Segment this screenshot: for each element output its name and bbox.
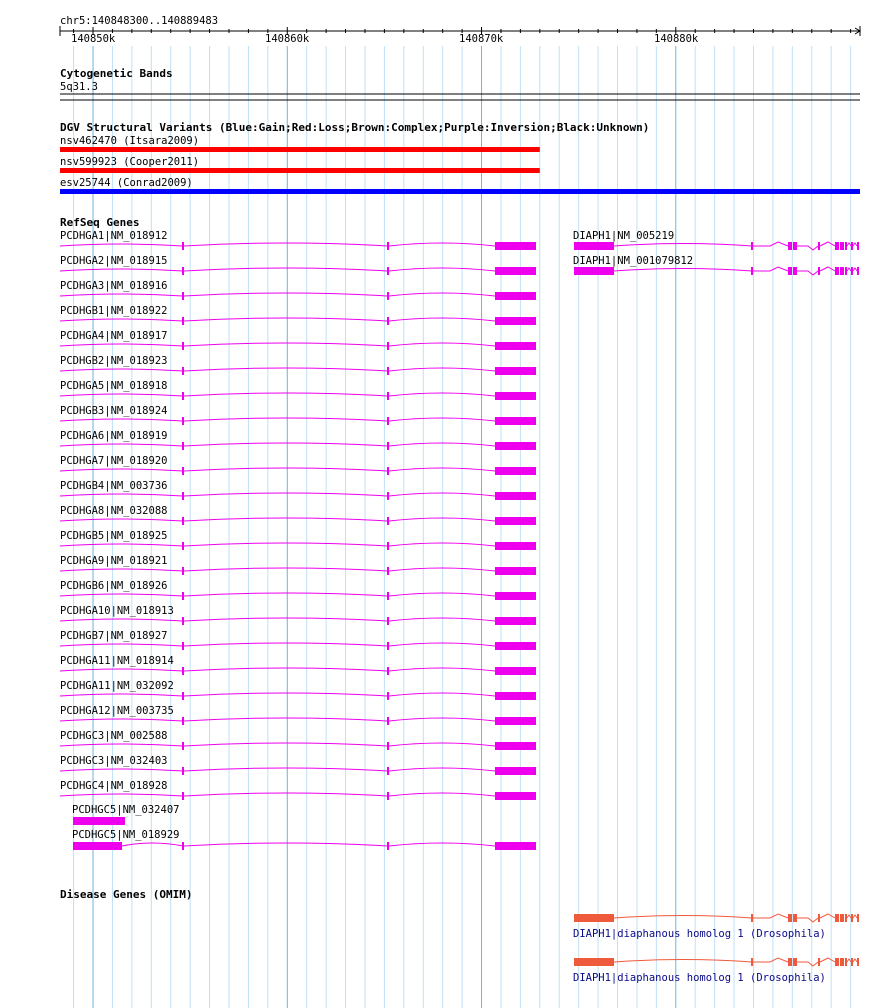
refseq-gene-label[interactable]: PCDHGA2|NM_018915: [60, 255, 168, 267]
exon[interactable]: [182, 317, 184, 325]
intron-line: [820, 242, 835, 246]
intron-line: [184, 618, 388, 621]
exon[interactable]: [387, 392, 389, 400]
intron-line: [389, 543, 495, 546]
intron-line: [820, 958, 835, 962]
refseq-gene-label[interactable]: PCDHGA7|NM_018920: [60, 455, 168, 467]
exon[interactable]: [835, 914, 839, 922]
exon[interactable]: [751, 267, 753, 275]
exon[interactable]: [851, 958, 853, 966]
exon[interactable]: [182, 417, 184, 425]
intron-line: [60, 319, 183, 321]
exon[interactable]: [182, 292, 184, 300]
intron-line: [60, 469, 183, 471]
refseq-gene-label[interactable]: PCDHGA8|NM_032088: [60, 505, 168, 517]
intron-line: [614, 244, 752, 247]
intron-line: [184, 268, 388, 271]
intron-line: [184, 468, 388, 471]
intron-line: [184, 243, 388, 246]
exon[interactable]: [387, 442, 389, 450]
cytoband-label[interactable]: 5q31.3: [60, 81, 98, 93]
exon[interactable]: [851, 242, 853, 250]
exon[interactable]: [387, 592, 389, 600]
refseq-gene-label[interactable]: PCDHGA5|NM_018918: [60, 380, 168, 392]
intron-line: [389, 693, 495, 696]
exon[interactable]: [182, 367, 184, 375]
exon[interactable]: [845, 267, 847, 275]
intron-line: [60, 744, 183, 746]
exon[interactable]: [495, 342, 536, 350]
exon[interactable]: [495, 592, 536, 600]
intron-line: [847, 959, 851, 962]
exon[interactable]: [495, 792, 536, 800]
intron-line: [389, 843, 495, 846]
exon[interactable]: [495, 467, 536, 475]
intron-line: [60, 669, 183, 671]
intron-line: [389, 343, 495, 346]
exon[interactable]: [182, 592, 184, 600]
intron-line: [60, 294, 183, 296]
exon[interactable]: [793, 267, 797, 275]
exon[interactable]: [851, 267, 853, 275]
exon[interactable]: [182, 542, 184, 550]
refseq-gene-label[interactable]: PCDHGA10|NM_018913: [60, 605, 174, 617]
intron-line: [184, 693, 388, 696]
intron-line: [184, 368, 388, 371]
track-title-cytoband: Cytogenetic Bands: [60, 67, 173, 80]
intron-line: [184, 718, 388, 721]
refseq-gene-label[interactable]: PCDHGB3|NM_018924: [60, 405, 168, 417]
intron-line: [389, 418, 495, 421]
refseq-gene-label[interactable]: PCDHGB1|NM_018922: [60, 305, 168, 317]
intron-line: [184, 418, 388, 421]
intron-line: [60, 569, 183, 571]
refseq-gene-label[interactable]: PCDHGC3|NM_002588: [60, 730, 168, 742]
refseq-gene-label[interactable]: PCDHGA3|NM_018916: [60, 280, 168, 292]
intron-line: [847, 915, 851, 918]
dgv-variant-bar[interactable]: [60, 168, 540, 173]
exon[interactable]: [793, 914, 797, 922]
intron-line: [797, 246, 818, 250]
intron-line: [60, 344, 183, 346]
exon[interactable]: [495, 742, 536, 750]
intron-line: [184, 343, 388, 346]
intron-line: [853, 959, 857, 962]
exon[interactable]: [73, 817, 125, 825]
exon[interactable]: [495, 442, 536, 450]
intron-line: [389, 718, 495, 721]
exon[interactable]: [182, 767, 184, 775]
omim-gene-label[interactable]: DIAPH1|diaphanous homolog 1 (Drosophila): [573, 972, 826, 984]
exon[interactable]: [387, 517, 389, 525]
exon[interactable]: [387, 492, 389, 500]
exon[interactable]: [840, 242, 844, 250]
exon[interactable]: [793, 958, 797, 966]
exon[interactable]: [387, 267, 389, 275]
exon[interactable]: [387, 692, 389, 700]
exon[interactable]: [835, 242, 839, 250]
intron-line: [60, 394, 183, 396]
refseq-gene-label[interactable]: PCDHGC5|NM_032407: [72, 804, 180, 816]
intron-line: [753, 914, 788, 918]
exon[interactable]: [182, 267, 184, 275]
intron-line: [614, 916, 752, 919]
exon[interactable]: [840, 914, 844, 922]
exon[interactable]: [387, 642, 389, 650]
exon[interactable]: [857, 267, 859, 275]
intron-line: [389, 468, 495, 471]
exon[interactable]: [182, 717, 184, 725]
exon[interactable]: [495, 367, 536, 375]
intron-line: [184, 493, 388, 496]
region-label: chr5:140848300..140889483: [60, 15, 219, 27]
exon[interactable]: [387, 542, 389, 550]
intron-line: [389, 793, 495, 796]
exon[interactable]: [387, 317, 389, 325]
intron-line: [60, 369, 183, 371]
exon[interactable]: [495, 417, 536, 425]
refseq-gene-label[interactable]: PCDHGB2|NM_018923: [60, 355, 168, 367]
exon[interactable]: [182, 567, 184, 575]
exon[interactable]: [387, 367, 389, 375]
intron-line: [60, 794, 183, 796]
intron-line: [60, 644, 183, 646]
intron-line: [184, 793, 388, 796]
exon[interactable]: [840, 267, 844, 275]
refseq-gene-label[interactable]: PCDHGA6|NM_018919: [60, 430, 168, 442]
exon[interactable]: [495, 642, 536, 650]
intron-line: [184, 593, 388, 596]
refseq-gene-label[interactable]: PCDHGA9|NM_018921: [60, 555, 168, 567]
intron-line: [60, 269, 183, 271]
intron-line: [184, 743, 388, 746]
exon[interactable]: [845, 242, 847, 250]
intron-line: [60, 719, 183, 721]
track-title-omim: Disease Genes (OMIM): [60, 888, 193, 901]
exon[interactable]: [182, 692, 184, 700]
intron-line: [853, 915, 857, 918]
exon[interactable]: [182, 492, 184, 500]
intron-line: [184, 293, 388, 296]
intron-line: [389, 493, 495, 496]
exon[interactable]: [788, 267, 792, 275]
track-title-refseq: RefSeq Genes: [60, 216, 140, 229]
exon[interactable]: [387, 292, 389, 300]
exon[interactable]: [495, 392, 536, 400]
exon[interactable]: [840, 958, 844, 966]
intron-line: [389, 268, 495, 271]
intron-line: [753, 267, 788, 271]
tick-label-140870k: 140870k: [459, 33, 504, 45]
tick-label-140880k: 140880k: [654, 33, 699, 45]
exon[interactable]: [574, 242, 614, 250]
refseq-gene-label[interactable]: DIAPH1|NM_001079812: [573, 255, 694, 267]
exon[interactable]: [182, 667, 184, 675]
exon[interactable]: [182, 342, 184, 350]
refseq-gene-label[interactable]: PCDHGA12|NM_003735: [60, 705, 174, 717]
exon[interactable]: [182, 467, 184, 475]
intron-line: [389, 243, 495, 246]
refseq-gene-label[interactable]: DIAPH1|NM_005219: [573, 230, 675, 242]
exon[interactable]: [495, 717, 536, 725]
intron-line: [389, 743, 495, 746]
exon[interactable]: [788, 958, 792, 966]
exon[interactable]: [182, 442, 184, 450]
exon[interactable]: [818, 914, 820, 922]
exon[interactable]: [845, 914, 847, 922]
exon[interactable]: [387, 342, 389, 350]
refseq-gene-label[interactable]: PCDHGB5|NM_018925: [60, 530, 168, 542]
exon[interactable]: [818, 958, 820, 966]
exon[interactable]: [182, 617, 184, 625]
intron-line: [60, 444, 183, 446]
refseq-gene-label[interactable]: PCDHGC4|NM_018928: [60, 780, 168, 792]
track-title-dgv: DGV Structural Variants (Blue:Gain;Red:Loss;Brown:Complex;Purple:Inversion;Black:Unknown): [60, 121, 650, 134]
intron-line: [184, 843, 388, 846]
intron-line: [614, 960, 752, 963]
exon[interactable]: [387, 742, 389, 750]
intron-line: [184, 568, 388, 571]
exon[interactable]: [387, 717, 389, 725]
intron-line: [60, 494, 183, 496]
exon[interactable]: [495, 567, 536, 575]
intron-line: [389, 768, 495, 771]
exon[interactable]: [387, 567, 389, 575]
exon[interactable]: [574, 958, 614, 966]
refseq-gene-label[interactable]: PCDHGC3|NM_032403: [60, 755, 168, 767]
exon[interactable]: [857, 958, 859, 966]
omim-gene-label[interactable]: DIAPH1|diaphanous homolog 1 (Drosophila): [573, 928, 826, 940]
exon[interactable]: [387, 792, 389, 800]
exon[interactable]: [495, 317, 536, 325]
dgv-variant-label[interactable]: nsv462470 (Itsara2009): [60, 135, 200, 147]
intron-line: [60, 694, 183, 696]
refseq-gene-label[interactable]: PCDHGA11|NM_018914: [60, 655, 174, 667]
dgv-variant-label[interactable]: nsv599923 (Cooper2011): [60, 156, 200, 168]
exon[interactable]: [495, 492, 536, 500]
exon[interactable]: [495, 692, 536, 700]
dgv-variant-bar[interactable]: [60, 189, 860, 194]
exon[interactable]: [182, 792, 184, 800]
intron-line: [820, 914, 835, 918]
intron-line: [184, 668, 388, 671]
intron-line: [60, 419, 183, 421]
refseq-gene-label[interactable]: PCDHGB4|NM_003736: [60, 480, 168, 492]
intron-line: [389, 393, 495, 396]
exon[interactable]: [182, 742, 184, 750]
tick-label-140850k: 140850k: [71, 33, 116, 45]
intron-line: [184, 393, 388, 396]
dgv-variant-label[interactable]: esv25744 (Conrad2009): [60, 177, 193, 189]
intron-line: [753, 242, 788, 246]
exon[interactable]: [387, 467, 389, 475]
intron-line: [389, 318, 495, 321]
exon[interactable]: [387, 842, 389, 850]
tick-label-140860k: 140860k: [265, 33, 310, 45]
exon[interactable]: [495, 267, 536, 275]
refseq-gene-label[interactable]: PCDHGC5|NM_018929: [72, 829, 180, 841]
intron-line: [60, 519, 183, 521]
exon[interactable]: [182, 842, 184, 850]
exon[interactable]: [788, 914, 792, 922]
intron-line: [389, 518, 495, 521]
refseq-gene-label[interactable]: PCDHGB7|NM_018927: [60, 630, 168, 642]
intron-line: [389, 643, 495, 646]
exon[interactable]: [387, 242, 389, 250]
intron-line: [389, 443, 495, 446]
exon[interactable]: [574, 267, 614, 275]
exon[interactable]: [495, 542, 536, 550]
intron-line: [184, 518, 388, 521]
exon[interactable]: [574, 914, 614, 922]
exon[interactable]: [387, 417, 389, 425]
intron-line: [389, 618, 495, 621]
intron-line: [847, 268, 851, 271]
intron-line: [614, 269, 752, 272]
refseq-gene-label[interactable]: PCDHGA4|NM_018917: [60, 330, 168, 342]
exon[interactable]: [182, 642, 184, 650]
refseq-gene-label[interactable]: PCDHGA1|NM_018912: [60, 230, 168, 242]
intron-line: [389, 368, 495, 371]
exon[interactable]: [751, 958, 753, 966]
dgv-variant-bar[interactable]: [60, 147, 540, 152]
refseq-gene-label[interactable]: PCDHGB6|NM_018926: [60, 580, 168, 592]
intron-line: [797, 271, 818, 275]
exon[interactable]: [793, 242, 797, 250]
intron-line: [184, 318, 388, 321]
exon[interactable]: [495, 842, 536, 850]
intron-line: [122, 843, 183, 846]
intron-line: [753, 958, 788, 962]
intron-line: [389, 568, 495, 571]
exon[interactable]: [788, 242, 792, 250]
intron-line: [184, 643, 388, 646]
exon[interactable]: [387, 767, 389, 775]
intron-line: [389, 668, 495, 671]
intron-line: [853, 243, 857, 246]
intron-line: [60, 544, 183, 546]
exon[interactable]: [495, 767, 536, 775]
intron-line: [847, 243, 851, 246]
intron-line: [184, 543, 388, 546]
intron-line: [389, 593, 495, 596]
exon[interactable]: [495, 242, 536, 250]
exon[interactable]: [495, 292, 536, 300]
exon[interactable]: [857, 914, 859, 922]
exon[interactable]: [495, 617, 536, 625]
exon[interactable]: [495, 517, 536, 525]
intron-line: [797, 962, 818, 966]
intron-line: [797, 918, 818, 922]
exon[interactable]: [751, 914, 753, 922]
intron-line: [60, 594, 183, 596]
exon[interactable]: [851, 914, 853, 922]
exon[interactable]: [182, 392, 184, 400]
refseq-gene-label[interactable]: PCDHGA11|NM_032092: [60, 680, 174, 692]
exon[interactable]: [818, 242, 820, 250]
intron-line: [820, 267, 835, 271]
exon[interactable]: [818, 267, 820, 275]
exon[interactable]: [857, 242, 859, 250]
exon[interactable]: [182, 242, 184, 250]
exon[interactable]: [751, 242, 753, 250]
exon[interactable]: [835, 267, 839, 275]
intron-line: [184, 768, 388, 771]
intron-line: [60, 769, 183, 771]
intron-line: [60, 619, 183, 621]
exon[interactable]: [387, 667, 389, 675]
intron-line: [389, 293, 495, 296]
intron-line: [60, 244, 183, 246]
exon[interactable]: [182, 517, 184, 525]
exon[interactable]: [835, 958, 839, 966]
exon[interactable]: [495, 667, 536, 675]
exon[interactable]: [387, 617, 389, 625]
exon[interactable]: [845, 958, 847, 966]
intron-line: [184, 443, 388, 446]
intron-line: [853, 268, 857, 271]
exon[interactable]: [73, 842, 122, 850]
